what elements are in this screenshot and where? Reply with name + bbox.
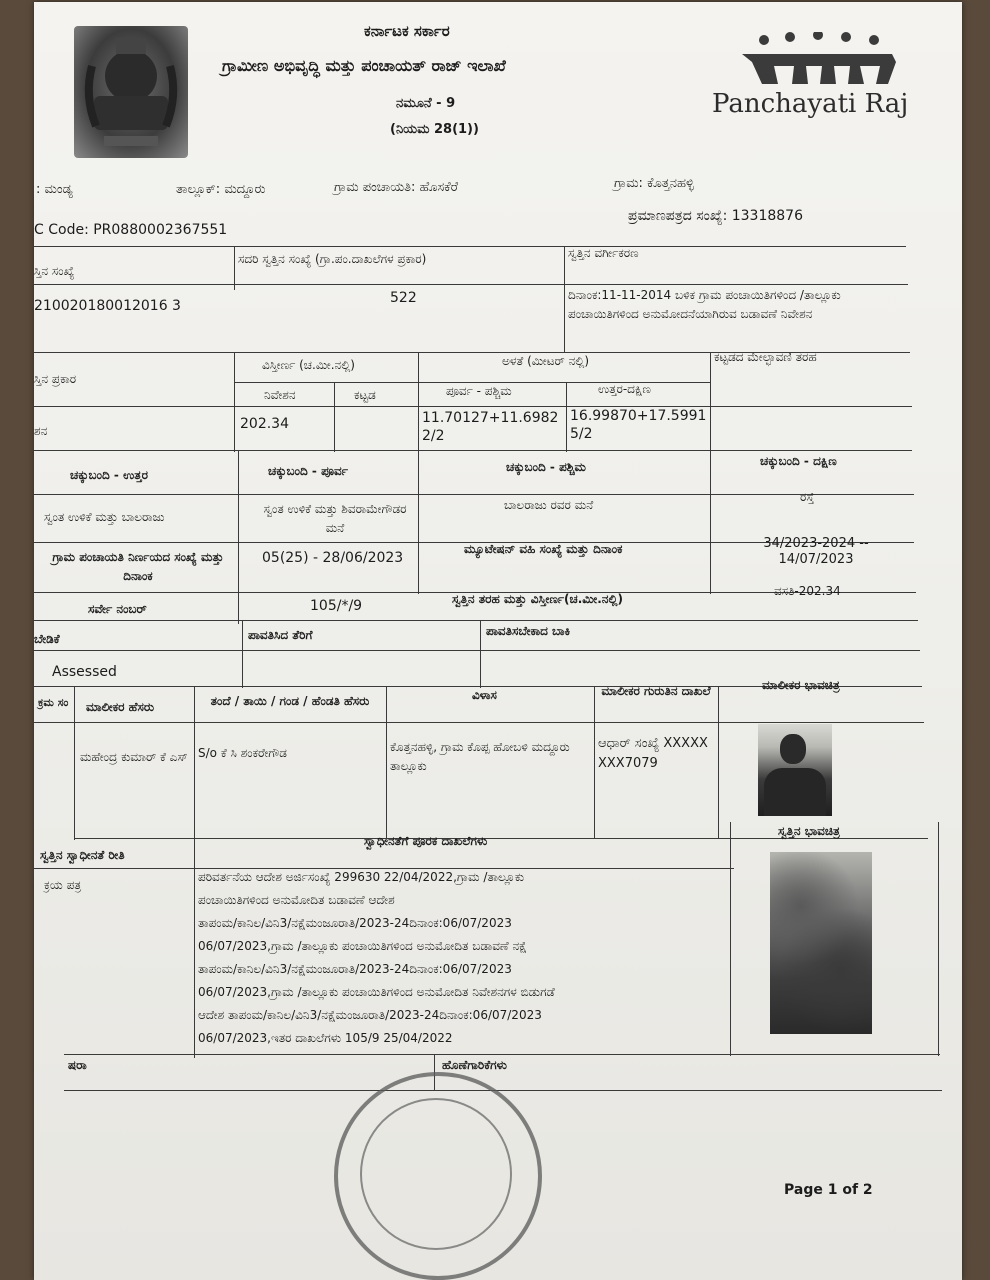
logo-text: Panchayati Raj: [712, 89, 909, 119]
sadara-number: 522: [390, 290, 417, 306]
boundary-west: ಬಾಲರಾಜು ರವರ ಮನೆ: [504, 498, 594, 512]
hdr-owner-name: ಮಾಲೀಕರ ಹೆಸರು: [86, 700, 155, 714]
district: : ಮಂಡ್ಯ: [36, 182, 73, 197]
supporting-docs-list: [198, 866, 728, 1050]
mutation-value: 34/2023-2024 -- 14/07/2023: [763, 536, 869, 568]
hdr-boundary-east: ಚಕ್ಕುಬಂದಿ - ಪೂರ್ವ: [268, 464, 348, 478]
hdr-survey-number: ಸರ್ವೇ ನಂಬರ್: [88, 602, 147, 616]
hdr-address: ವಿಳಾಸ: [472, 688, 497, 702]
property-number: 210020180012016 3: [34, 298, 181, 314]
boundary-north: ಸ್ವಂತ ಉಳಿಕೆ ಮತ್ತು ಬಾಲರಾಜು: [44, 510, 165, 524]
doc-line: ಆದೇಶ ತಾಪಂಮ/ಕಾನಿಲ/ವಿನಿ3/ನಕ್ಷೆಮಂಜೂರಾತಿ/2023-24ದಿನಾಂಕ:06/07/2023: [198, 1008, 542, 1022]
possession-mode: ಕ್ರಯ ಪತ್ರ: [44, 878, 82, 892]
hdr-owner-photo: ಮಾಲೀಕರ ಭಾವಚಿತ್ರ: [762, 678, 840, 692]
hdr-remarks: ಷರಾ: [68, 1058, 87, 1072]
hdr-construction-type: ಕಟ್ಟಡದ ಮೇಲ್ಛಾವಣಿ ತರಹ: [714, 350, 817, 364]
dept-title: ಗ್ರಾಮೀಣ ಅಭಿವೃದ್ಧಿ ಮತ್ತು ಪಂಚಾಯತ್ ರಾಜ್ ಇಲಾಖೆ: [222, 56, 506, 75]
classification-value: ದಿನಾಂಕ:11-11-2014 ಬಳಿಕ ಗ್ರಾಮ ಪಂಚಾಯಿತಿಗಳಿಂದ /ತಾಲ್ಲೂಕು ಪಂಚಾಯಿತಿಗಳಿಂದ ಅನುಮೋದನೆಯಾಗಿರುವ ಬಡಾವಣೆ ನಿವೇಶನ: [568, 288, 841, 321]
hdr-east-west: ಪೂರ್ವ - ಪಶ್ಚಿಮ: [446, 384, 512, 398]
gram-panchayat: ಗ್ರಾಮ ಪಂಚಾಯತಿ: ಹೊಸಕೆರೆ: [334, 180, 459, 195]
hdr-building: ಕಟ್ಟಡ: [354, 388, 376, 402]
hdr-measurement: ಅಳತೆ (ಮೀಟರ್ ನಲ್ಲಿ): [502, 354, 590, 368]
hdr-tax-paid: ಪಾವತಿಸಿದ ತೆರಿಗೆ: [248, 628, 313, 642]
property-type-value: ಶನ: [34, 424, 48, 438]
owner-name: ಮಹೇಂದ್ರ ಕುಮಾರ್ ಕೆ ಎಸ್: [80, 750, 188, 764]
certificate-sheet: [34, 2, 962, 1280]
doc-line: ತಾಪಂಮ/ಕಾನಿಲ/ವಿನಿ3/ನಕ್ಷೆಮಂಜೂರಾತಿ/2023-24ದಿನಾಂಕ:06/07/2023: [198, 916, 512, 930]
hdr-supporting-docs: ಸ್ವಾಧೀನತೆಗೆ ಪೂರಕ ದಾಖಲೆಗಳು: [364, 834, 488, 848]
hdr-relation-name: ತಂದೆ / ತಾಯಿ / ಗಂಡ / ಹೆಂಡತಿ ಹೆಸರು: [210, 694, 370, 708]
karnataka-emblem: [74, 26, 188, 158]
form-number: ನಮೂನೆ - 9: [396, 96, 456, 111]
doc-line: 06/07/2023,ಗ್ರಾಮ /ತಾಲ್ಲೂಕು ಪಂಚಾಯಿತಿಗಳಿಂದ ಅನುಮೋದಿತ ಬಡಾವಣೆ ನಕ್ಷೆ: [198, 939, 527, 953]
hdr-sadara-number: ಸದರಿ ಸ್ವತ್ತಿನ ಸಂಖ್ಯೆ (ಗ್ರಾ.ಪಂ.ದಾಖಲೆಗಳ ಪ್ರಕಾರ): [238, 252, 427, 266]
panchayati-raj-logo: [742, 32, 902, 88]
type-and-area-value: ವಸತಿ-202.34: [774, 584, 841, 598]
id-proof-value: ಆಧಾರ್ ಸಂಖ್ಯೆ XXXXXXXX7079: [598, 736, 708, 772]
hdr-id-proof: ಮಾಲೀಕರ ಗುರುತಿನ ದಾಖಲೆ: [601, 684, 711, 698]
owner-address: ಕೊತ್ತನಹಳ್ಳಿ, ಗ್ರಾಮ ಕೊಪ್ಪ ಹೋಬಳಿ ಮದ್ದೂರು ತಾಲ್ಲೂಕು: [390, 740, 570, 774]
hdr-tax-due: ಪಾವತಿಸಬೇಕಾದ ಬಾಕಿ: [486, 624, 571, 638]
page-number: Page 1 of 2: [784, 1182, 873, 1198]
gp-resolution-value: 05(25) - 28/06/2023: [262, 550, 404, 566]
hdr-type-and-area: ಸ್ವತ್ತಿನ ತರಹ ಮತ್ತು ವಿಸ್ತೀರ್ಣ(ಚ.ಮೀ.ನಲ್ಲಿ): [452, 592, 624, 606]
hdr-demand: ಬೇಡಿಕೆ: [34, 632, 60, 646]
govt-title: ಕರ್ನಾಟಕ ಸರ್ಕಾರ: [364, 22, 450, 40]
north-south-value: 16.99870+17.59915/2: [570, 408, 707, 442]
rule-number: (ನಿಯಮ 28(1)): [390, 122, 479, 137]
hdr-boundary-north: ಚಕ್ಕುಬಂದಿ - ಉತ್ತರ: [70, 468, 148, 482]
hdr-serial: ಕ್ರಮ ಸಂ: [38, 696, 69, 709]
doc-line: ಪರಿವರ್ತನೆಯ ಆದೇಶ ಅರ್ಜಿಸಂಖ್ಯೆ 299630 22/04/2022,ಗ್ರಾಮ /ತಾಲ್ಲೂಕು: [198, 870, 525, 884]
survey-number: 105/*/9: [310, 598, 363, 614]
hdr-liabilities: ಹೊಣೆಗಾರಿಕೆಗಳು: [442, 1058, 507, 1072]
boundary-south: ರಸ್ತೆ: [800, 490, 815, 504]
boundary-east: ಸ್ವಂತ ಉಳಿಕೆ ಮತ್ತು ಶಿವರಾಮೇಗೌಡರ ಮನೆ: [263, 502, 407, 536]
doc-line: 06/07/2023,ಇತರ ದಾಖಲೆಗಳು 105/9 25/04/2022: [198, 1031, 453, 1045]
village: ಗ್ರಾಮ: ಕೊತ್ತನಹಳ್ಳಿ: [614, 176, 694, 191]
hdr-mutation: ಮ್ಯೂಟೇಷನ್ ವಹಿ ಸಂಖ್ಯೆ ಮತ್ತು ದಿನಾಂಕ: [464, 542, 623, 556]
hdr-classification: ಸ್ವತ್ತಿನ ವರ್ಗೀಕರಣ: [568, 246, 639, 260]
hdr-property-number: ಸ್ತಿನ ಸಂಖ್ಯೆ: [34, 264, 75, 278]
official-seal: [334, 1072, 542, 1280]
site-area-value: 202.34: [240, 416, 289, 432]
property-id-code: C Code: PR0880002367551: [34, 222, 228, 238]
east-west-value: 11.70127+11.69822/2: [422, 410, 559, 444]
doc-line: ತಾಪಂಮ/ಕಾನಿಲ/ವಿನಿ3/ನಕ್ಷೆಮಂಜೂರಾತಿ/2023-24ದಿನಾಂಕ:06/07/2023: [198, 962, 512, 976]
doc-line: 06/07/2023,ಗ್ರಾಮ /ತಾಲ್ಲೂಕು ಪಂಚಾಯಿತಿಗಳಿಂದ ಅನುಮೋದಿತ ನಿವೇಶನಗಳ ಬಿಡುಗಡೆ: [198, 985, 555, 999]
hdr-property-photo: ಸ್ವತ್ತಿನ ಭಾವಚಿತ್ರ: [778, 824, 840, 838]
certificate-number: ಪ್ರಮಾಣಪತ್ರದ ಸಂಖ್ಯೆ: 13318876: [628, 208, 803, 224]
hdr-boundary-south: ಚಕ್ಕುಬಂದಿ - ದಕ್ಷಿಣ: [760, 454, 837, 468]
hdr-site: ನಿವೇಶನ: [264, 388, 296, 402]
hdr-property-type: ಸ್ತಿನ ಪ್ರಕಾರ: [34, 372, 77, 386]
hdr-gp-resolution: ಗ್ರಾಮ ಪಂಚಾಯತಿ ನಿರ್ಣಯದ ಸಂಖ್ಯೆ ಮತ್ತು ದಿನಾಂಕ: [52, 550, 224, 584]
demand-value: Assessed: [52, 664, 117, 680]
hdr-possession-mode: ಸ್ವತ್ತಿನ ಸ್ವಾಧೀನತೆ ರೀತಿ: [40, 848, 125, 862]
hdr-north-south: ಉತ್ತರ-ದಕ್ಷಿಣ: [598, 382, 651, 396]
doc-line: ಪಂಚಾಯಿತಿಗಳಿಂದ ಅನುಮೋದಿತ ಬಡಾವಣೆ ಆದೇಶ: [198, 893, 395, 907]
taluk: ತಾಲ್ಲೂಕ್: ಮದ್ದೂರು: [176, 182, 266, 197]
property-photo: [770, 852, 872, 1034]
owner-photo: [758, 724, 832, 816]
hdr-boundary-west: ಚಕ್ಕುಬಂದಿ - ಪಶ್ಚಿಮ: [506, 460, 586, 474]
relation-name: S/o ಕೆ ಸಿ ಶಂಕರೇಗೌಡ: [198, 746, 287, 760]
hdr-area: ವಿಸ್ತೀರ್ಣ (ಚ.ಮೀ.ನಲ್ಲಿ): [262, 358, 355, 372]
